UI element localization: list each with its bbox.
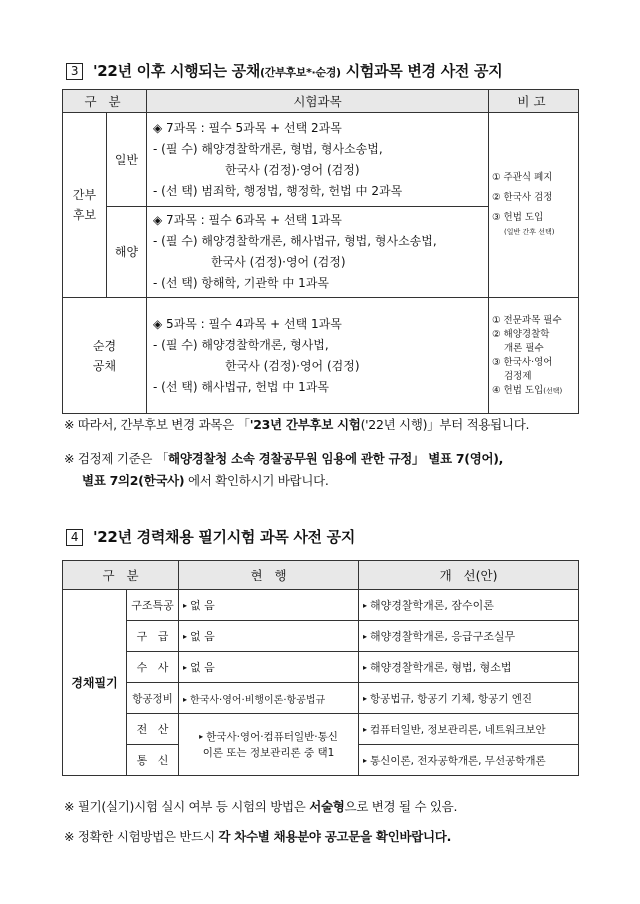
career-exam-table: 구 분 현 행 개 선(안) 경채필기 구조특공 ▸ 없 음 ▸ 해양경찰학개론, 잠수이론 구 급 ▸ 없 음 ▸ 해양경찰학개론, 응급구조실무 수 사 ▸ 없 음 ▸ 해양경찰학개론, 형법, 형소법 항공정비 ▸ 한국사·영어·비행이론·항공법규 ▸ 항공법규, 항공기 기체, 항공기 엔진 전 산 ▸ 한국사·영어·컴퓨터일반·통신 이론 또는 정보관리론 중 택1 ▸ 컴퓨터일반, 정보관리론, 네트워크보안 통 신 ▸ 통신이론, 전자공학개론, 무선공학개론 [62, 560, 579, 776]
subjects-police: ◈ 5과목 : 필수 4과목 + 선택 1과목 - (필 수) 해양경찰학개론, 형사법, 한국사 (검정)·영어 (검정) - (선 택) 해사법규, 헌법 中 1과목 [147, 298, 489, 414]
header-improved: 개 선(안) [359, 561, 579, 590]
subjects-marine: ◈ 7과목 : 필수 6과목 + 선택 1과목 - (필 수) 해양경찰학개론, 해사법규, 형법, 형사소송법, 한국사 (검정)·영어 (검정) - (선 택) 항해학, 기관학 中 1과목 [147, 207, 489, 298]
group-police: 순경 공채 [63, 298, 147, 414]
exam-subjects-table [62, 89, 579, 414]
sub-marine: 해양 [107, 207, 147, 298]
header-subjects: 시험과목 [147, 90, 489, 113]
header-current: 현 행 [179, 561, 359, 590]
field-computing: 전 산 [127, 714, 179, 745]
note-certification: ※ 검정제 기준은 「해양경찰청 소속 경찰공무원 임용에 관한 규정」 별표 7(영어), 별표 7의2(한국사) 에서 확인하시기 바랍니다. [64, 451, 504, 488]
remarks-police: ① 전문과목 필수 ② 해양경찰학 개론 필수 ③ 한국사·영어 검정제 ④ 헌법 도입(선택) [489, 298, 579, 414]
remarks-cadet: ① 주관식 폐지 ② 한국사 검정 ③ 헌법 도입 (일반 간후 선택) [489, 113, 579, 298]
group-cadet: 간부 후보 [63, 113, 107, 298]
field-aviation: 항공정비 [127, 683, 179, 714]
section-number-box: 4 [66, 529, 83, 546]
header-remarks: 비고 [489, 90, 579, 113]
sub-general: 일반 [107, 113, 147, 207]
subjects-general: ◈ 7과목 : 필수 5과목 + 선택 2과목 - (필 수) 해양경찰학개론, 형법, 형사소송법, 한국사 (검정)·영어 (검정) - (선 택) 범죄학, 행정법, 행정학, 헌법 中 2과목 [147, 113, 489, 207]
section-number-box: 3 [66, 63, 83, 80]
field-communication: 통 신 [127, 745, 179, 776]
note-method: ※ 필기(실기)시험 실시 여부 등 시험의 방법은 서술형으로 변경 될 수 있음. [64, 799, 458, 814]
header-category: 구 분 [63, 90, 147, 113]
section4-title: 4 '22년 경력채용 필기시험 과목 사전 공지 [66, 526, 355, 547]
field-investigation: 수 사 [127, 652, 179, 683]
note-check-notice: ※ 정확한 시험방법은 반드시 각 차수별 채용분야 공고문을 확인바랍니다. [64, 829, 452, 844]
note-apply: ※ 따라서, 간부후보 변경 과목은 「'23년 간부후보 시험('22년 시행)」부터 적용됩니다. [64, 417, 530, 432]
current-computing-comm: ▸ 한국사·영어·컴퓨터일반·통신 이론 또는 정보관리론 중 택1 [179, 714, 359, 776]
header-category: 구 분 [63, 561, 179, 590]
section3-title: 3 '22년 이후 시행되는 공채(간부후보*·순경) 시험과목 변경 사전 공지 [66, 60, 502, 81]
field-rescue: 구조특공 [127, 590, 179, 621]
career-written-label: 경채필기 [63, 590, 127, 776]
field-emergency: 구 급 [127, 621, 179, 652]
